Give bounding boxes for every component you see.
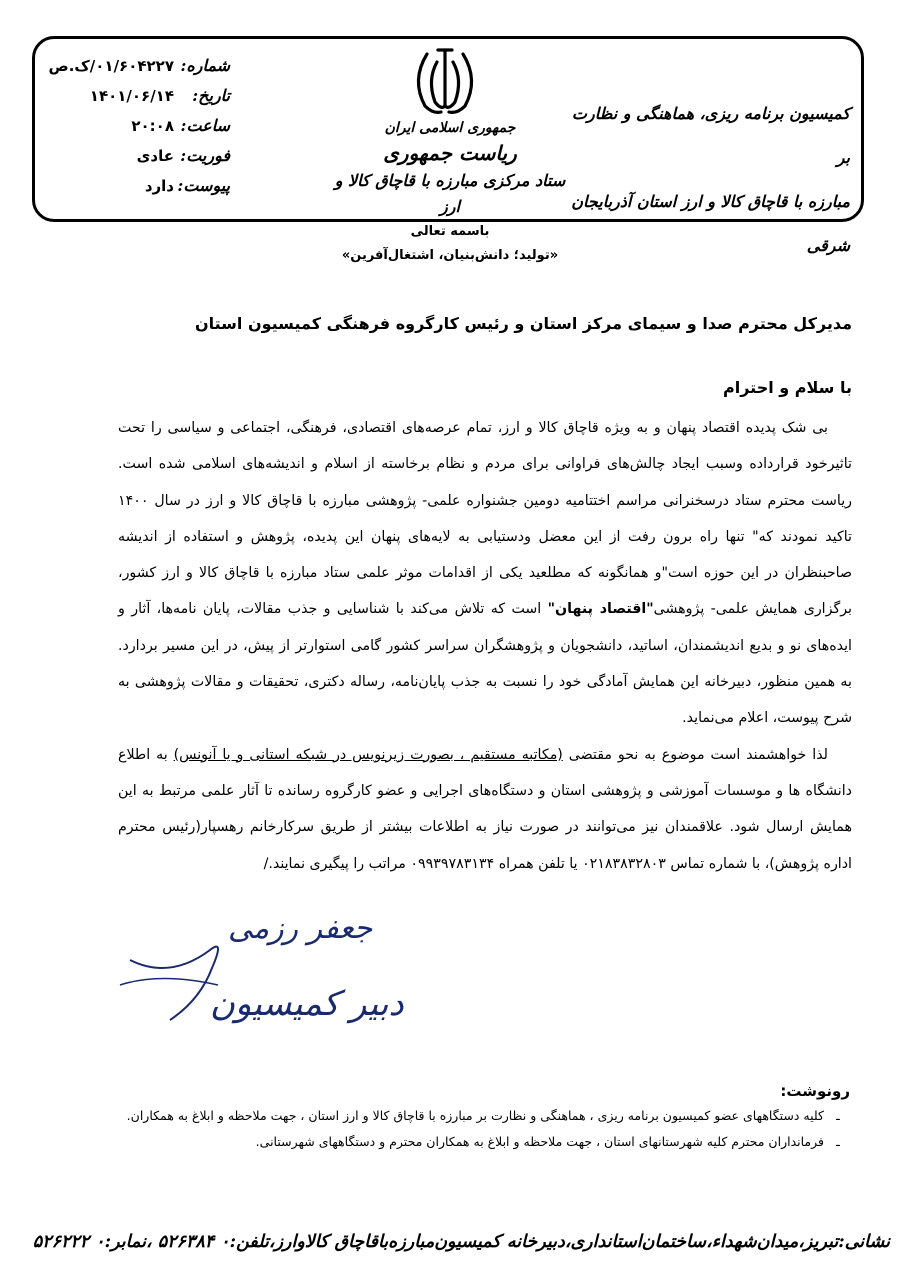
meta-time (40, 116, 230, 146)
presidency-name: ریاست جمهوری (383, 141, 517, 165)
bullet: ـ (836, 1108, 840, 1123)
cc-text: فرمانداران محترم کلیه شهرستانهای استان ، جهت ملاحظه و ابلاغ به همکاران محترم و دستگاههای شهرستانی. (255, 1134, 824, 1149)
meta-label: فوریت: (180, 146, 230, 165)
body-paragraph-1 (118, 410, 852, 737)
cc-text: کلیه دستگاههای عضو کمیسیون برنامه ریزی ، هماهنگی و نظارت بر مبارزه با قاچاق کالا و ارز استان ، جهت ملاحظه و ابلاغ به همکاران. (126, 1108, 824, 1123)
meta-number (40, 56, 230, 86)
meta-value: عادی (136, 147, 174, 165)
meta-attachment (40, 176, 230, 206)
cc-item (62, 1108, 852, 1134)
bullet: ـ (836, 1134, 840, 1149)
organization-heading (330, 118, 570, 220)
meta-label: ساعت: (180, 116, 230, 135)
addressee: مدیرکل محترم صدا و سیمای مرکز استان و رئیس کارگروه فرهنگی کمیسیون استان (194, 314, 852, 333)
commission-heading (560, 92, 850, 268)
paragraph-text: است که تلاش می‌کند با شناسایی و جذب مقالات، پایان نامه‌ها، آثار و ایده‌های نو و بدیع اندیشمندان، اساتید، دانشجویان و پژوهشگران سراسر کشور گامی استوارتر از پیش، در این مسیر بردارد. به همین منظور، دبیرخانه این همایش آمادگی خود را نسبت به جذب پایان‌نامه، رساله دکتری، تحقیقات و مقالات پژوهشی به شرح پیوست، اعلام می‌نماید. (118, 601, 852, 727)
basmeh-heading: باسمه تعالی (410, 224, 490, 239)
meta-priority (40, 146, 230, 176)
paragraph-text: لذا خواهشمند است موضوع به نحو مقتضی (562, 746, 828, 763)
svg-text:جعفر رزمی: جعفر رزمی (228, 911, 373, 946)
country-name: جمهوری اسلامی ایران (384, 120, 516, 136)
meta-label: تاریخ: (192, 86, 230, 105)
paragraph-text: به اطلاع دانشگاه ها و موسسات آموزشی و پژوهشی استان و دستگاه‌های اجرایی و عضو کارگروه رسانده تا آثار علمی مرتبط به این همایش ارسال شود. علاقمندان نیز می‌توانند در صورت نیاز به اطلاعات بیشتر از طریق سرکارخانم رهسپار(رئیس محترم اداره پژوهش)، با شماره تماس ۰۲۱۸۳۸۳۲۸۰۳ یا تلفن همراه ۰۹۹۳۹۷۸۳۱۳۴ مراتب را پیگیری نمایند./ (118, 746, 852, 872)
commission-line-1: کمیسیون برنامه ریزی، هماهنگی و نظارت بر (571, 104, 850, 167)
letter-meta (40, 56, 230, 206)
footer-address: نشانی:تبریز،میدان‌شهداء،ساختمان‌استانداری،دبیرخانه کمیسیون‌مبارزه‌باقاچاق کالاوارز،تلفن:۰ ۵۲۶۳۸۴ ،نمابر:۰ ۵۲۶۲۲۲ (32, 1232, 890, 1252)
meta-label: شماره: (180, 56, 230, 75)
iran-emblem-icon (405, 40, 485, 120)
svg-text:دبیر کمیسیون: دبیر کمیسیون (210, 984, 404, 1024)
meta-date (40, 86, 230, 116)
cc-list (62, 1108, 852, 1160)
meta-label: پیوست: (177, 176, 230, 195)
conference-title: "اقتصاد پنهان" (547, 601, 654, 618)
meta-value: ۱۴۰۱/۰۶/۱۴ (89, 87, 174, 105)
salutation: با سلام و احترام (723, 378, 852, 397)
underlined-phrase: (مکاتبه مستقیم ، بصورت زیرنویس در شبکه استانی و یا آنونس) (173, 746, 563, 763)
meta-value: دارد (144, 177, 174, 195)
meta-value: ۲۰:۰۸ (131, 117, 174, 135)
headquarters-name: ستاد مرکزی مبارزه با قاچاق کالا و ارز (334, 171, 566, 216)
commission-line-2: مبارزه با قاچاق کالا و ارز استان آذربایجان شرقی (571, 192, 850, 255)
body-paragraph-2 (118, 737, 852, 882)
cc-item (62, 1134, 852, 1160)
meta-value: ۰۱/۶۰۴۲۲۷/ک.ص (48, 57, 174, 75)
year-slogan: «تولید؛ دانش‌بنیان، اشتغال‌آفرین» (341, 248, 559, 263)
cc-title: رونوشت: (780, 1082, 850, 1100)
paragraph-text: بی شک پدیده اقتصاد پنهان و به ویژه قاچاق کالا و ارز، تمام عرصه‌های اقتصادی، فرهنگی، اجتماعی و سیاسی را تحت تاثیرخود قرارداده وسبب ایجاد چالش‌های فراوانی برای مردم و نظام برخاسته از اسلام و اندیشه‌های اسلامی شده است. ریاست محترم ستاد درسخنرانی مراسم اختتامیه دومین جشنواره علمی- پژوهشی مبارزه با قاچاق کالا و ارز در سال ۱۴۰۰ تاکید نمودند که" تنها راه برون رفت از این معضل ودستیابی به لایه‌های پنهان این پدیده، پژوهش و استفاده از اندیشه صاحبنظران در این حوزه است"و همانگونه که مطلعید یکی از اقدامات موثر علمی ستاد مبارزه با قاچاق کالا و ارز کشور، برگزاری همایش علمی- پژوهشی (118, 420, 852, 618)
handwritten-signature (100, 890, 404, 1050)
letter-body (118, 410, 852, 882)
